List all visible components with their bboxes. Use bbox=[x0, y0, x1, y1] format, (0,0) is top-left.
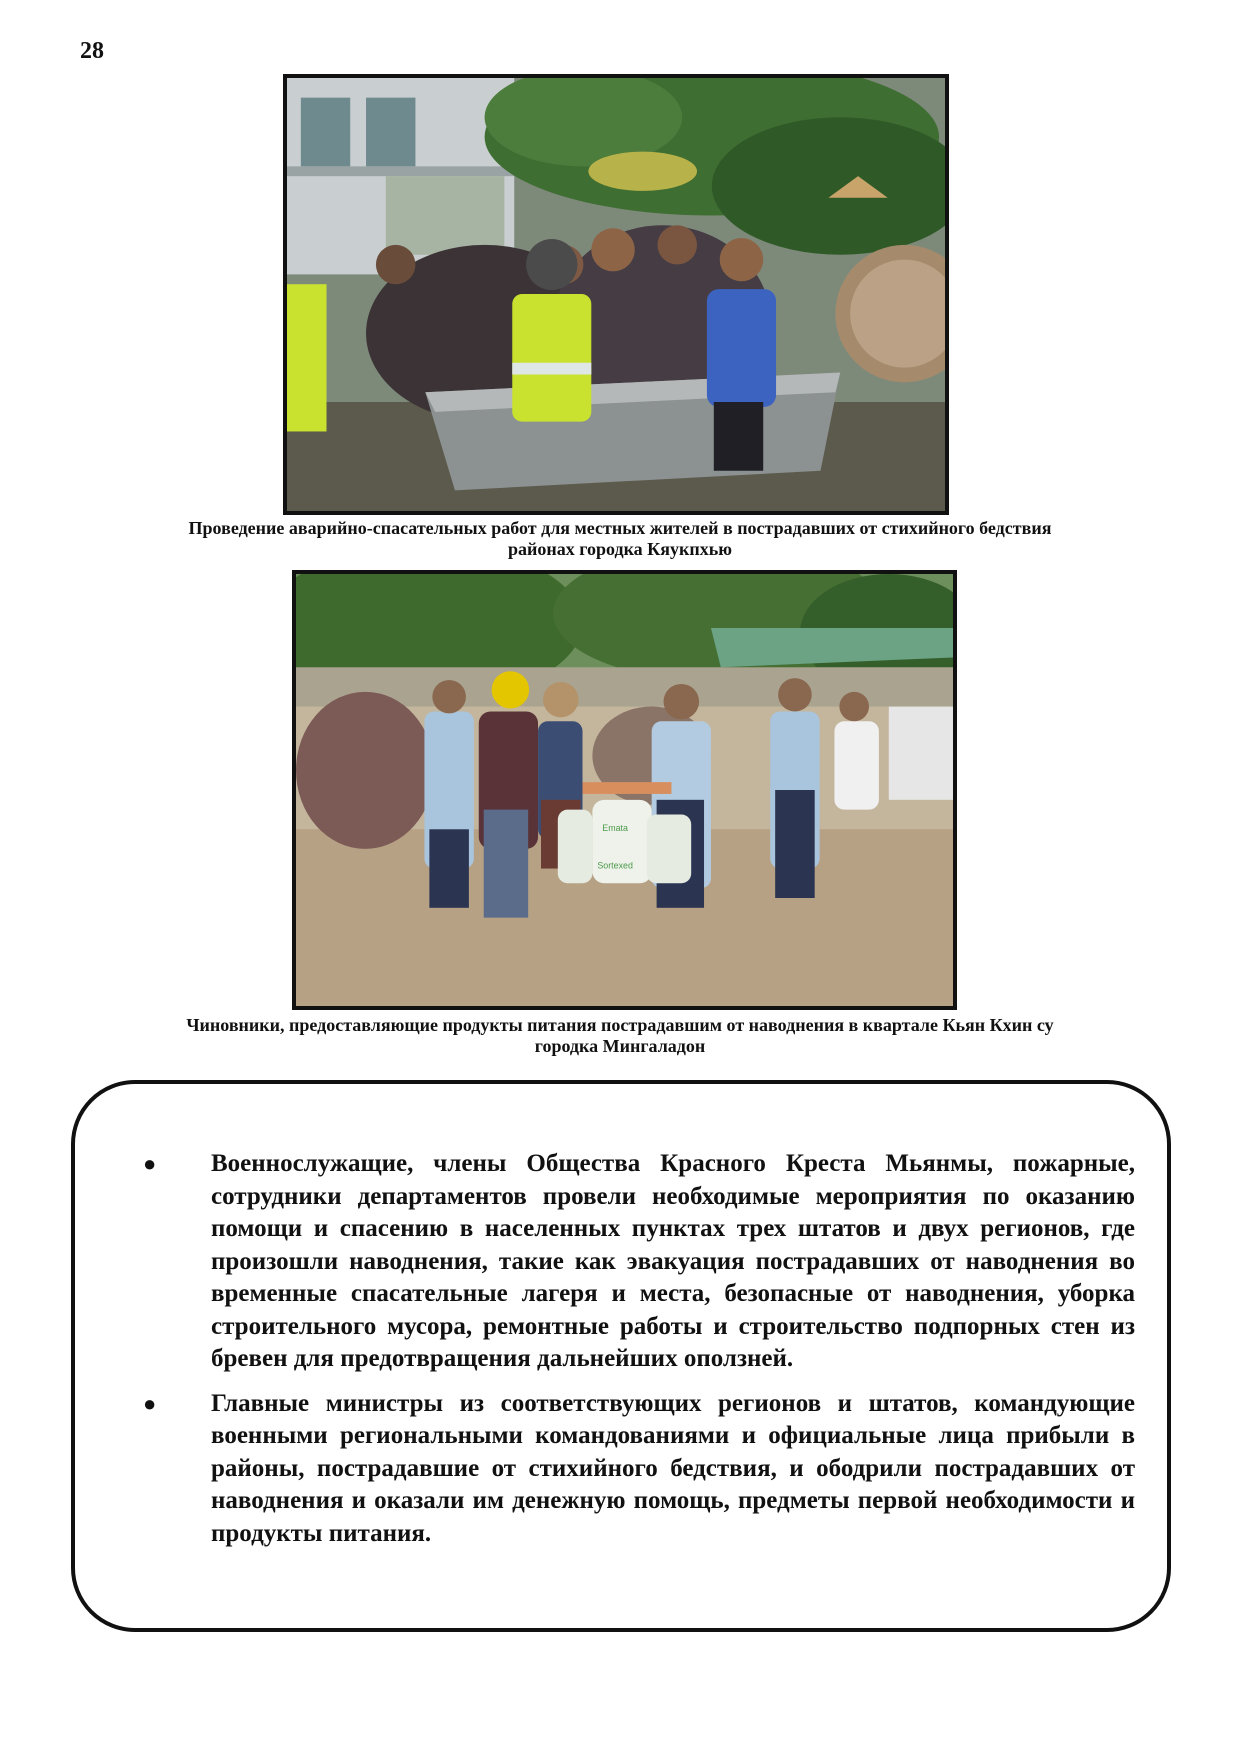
list-item-text: Главные министры из соответствующих регионов и штатов, командующие военными региональными командованиями и официальные лица прибыли в районы, пострадавшие от стихийного бедствия, и ободрили пострадавших от наводнения и оказали им денежную помощь, предметы первой необходимости и продукты питания. bbox=[211, 1389, 1135, 1547]
bullet-icon: ● bbox=[143, 1390, 157, 1416]
sack-label: Sortexed bbox=[597, 860, 633, 871]
list-item-text: Военнослужащие, члены Общества Красного Креста Мьянмы, пожарные, сотрудники департаментов провели необходимые мероприятия по оказанию помощи и спасению в населенных пунктах трех штатов и двух регионов, где произошли наводнения, такие как эвакуация пострадавших от наводнения во временные спасательные лагеря и места, безопасные от наводнения, уборка строительного мусора, ремонтные работы и строительство подпорных стен из бревен для предотвращения дальнейших оползней. bbox=[211, 1150, 1135, 1372]
summary-list bbox=[141, 1148, 1135, 1562]
food-aid-photo bbox=[292, 570, 957, 1010]
caption-line: Проведение аварийно-спасательных работ для местных жителей в пострадавших от стихийного бедствия bbox=[188, 518, 1052, 538]
list-item bbox=[141, 1388, 1135, 1551]
sack-label: Emata bbox=[602, 823, 628, 834]
summary-box bbox=[71, 1080, 1171, 1632]
flood-rescue-photo bbox=[283, 74, 949, 515]
caption-line: городка Мингаладон bbox=[534, 1036, 706, 1056]
caption-line: Чиновники, предоставляющие продукты питания пострадавшим от наводнения в квартале Кьян Кхин су bbox=[186, 1015, 1054, 1035]
figure-caption bbox=[100, 518, 1140, 560]
caption-line: районах городка Кяукпхью bbox=[508, 539, 732, 559]
list-item bbox=[141, 1148, 1135, 1376]
figure-caption bbox=[100, 1015, 1140, 1057]
page-number: 28 bbox=[80, 38, 104, 64]
bullet-icon: ● bbox=[143, 1151, 157, 1176]
